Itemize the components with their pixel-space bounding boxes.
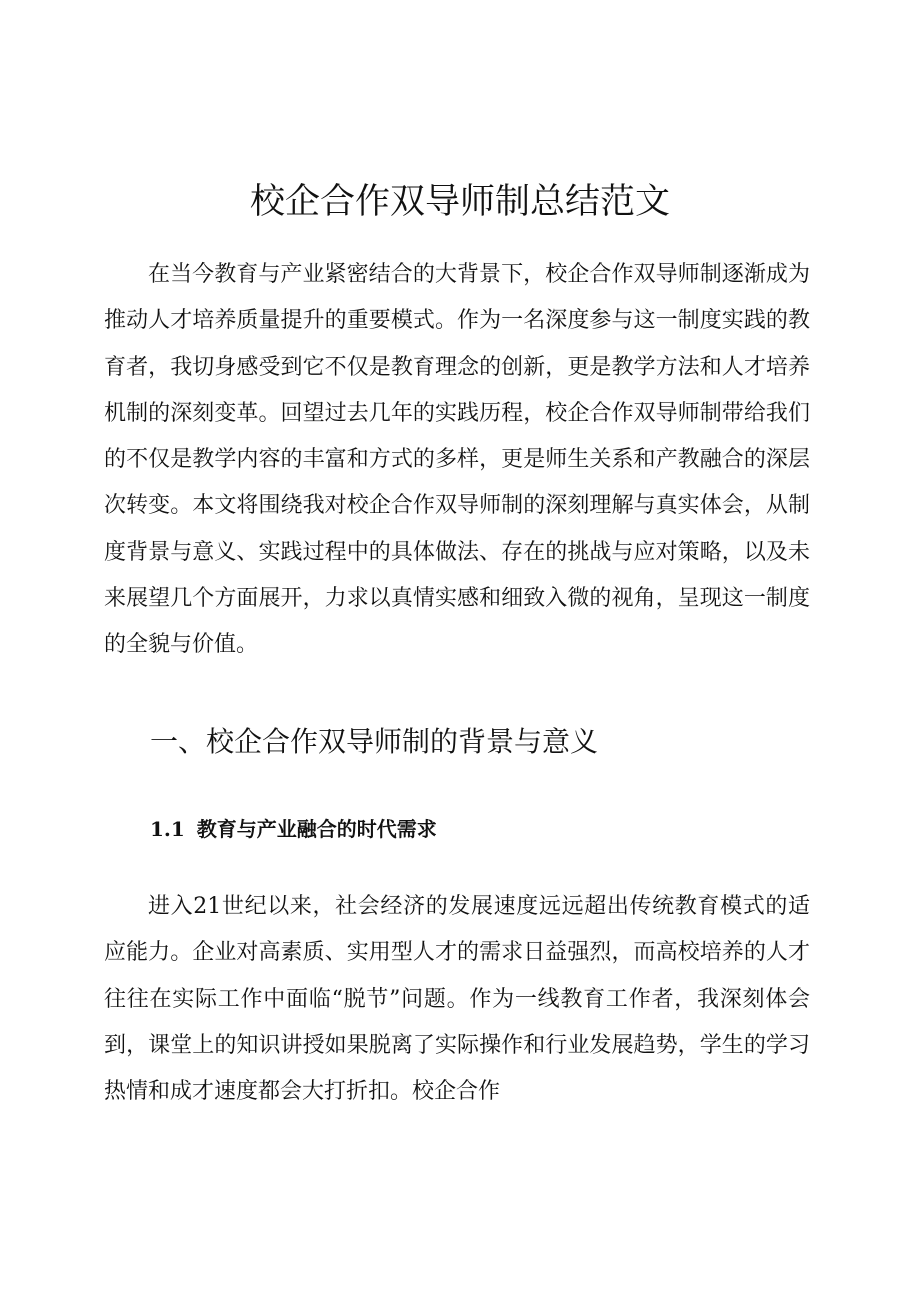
intro-paragraph: 在当今教育与产业紧密结合的大背景下，校企合作双导师制逐渐成为推动人才培养质量提升的重要模式。作为一名深度参与这一制度实践的教育者，我切身感受到它不仅是教育理念的创新，更是教学方法和人才培养机制的深刻变革。回望过去几年的实践历程，校企合作双导师制带给我们的不仅是教学内容的丰富和方式的多样，更是师生关系和产教融合的深层次转变。本文将围绕我对校企合作双导师制的深刻理解与真实体会，从制度背景与意义、实践过程中的具体做法、存在的挑战与应对策略，以及未来展望几个方面展开，力求以真情实感和细致入微的视角，呈现这一制度的全貌与价值。: [104, 262, 810, 658]
document-title: 校企合作双导师制总结范文: [249, 182, 670, 222]
subsection-number: 1.1: [150, 817, 185, 841]
subsection-heading: [150, 812, 437, 846]
section-heading: 一、校企合作双导师制的背景与意义: [150, 725, 599, 758]
subsection-title: 教育与产业融合的时代需求: [196, 817, 437, 841]
body-paragraph: 进入21世纪以来，社会经济的发展速度远远超出传统教育模式的适应能力。企业对高素质、实用型人才的需求日益强烈，而高校培养的人才往往在实际工作中面临“脱节”问题。作为一线教育工作者，我深刻体会到，课堂上的知识讲授如果脱离了实际操作和行业发展趋势，学生的学习热情和成才速度都会大打折扣。校企合作: [104, 894, 810, 1105]
